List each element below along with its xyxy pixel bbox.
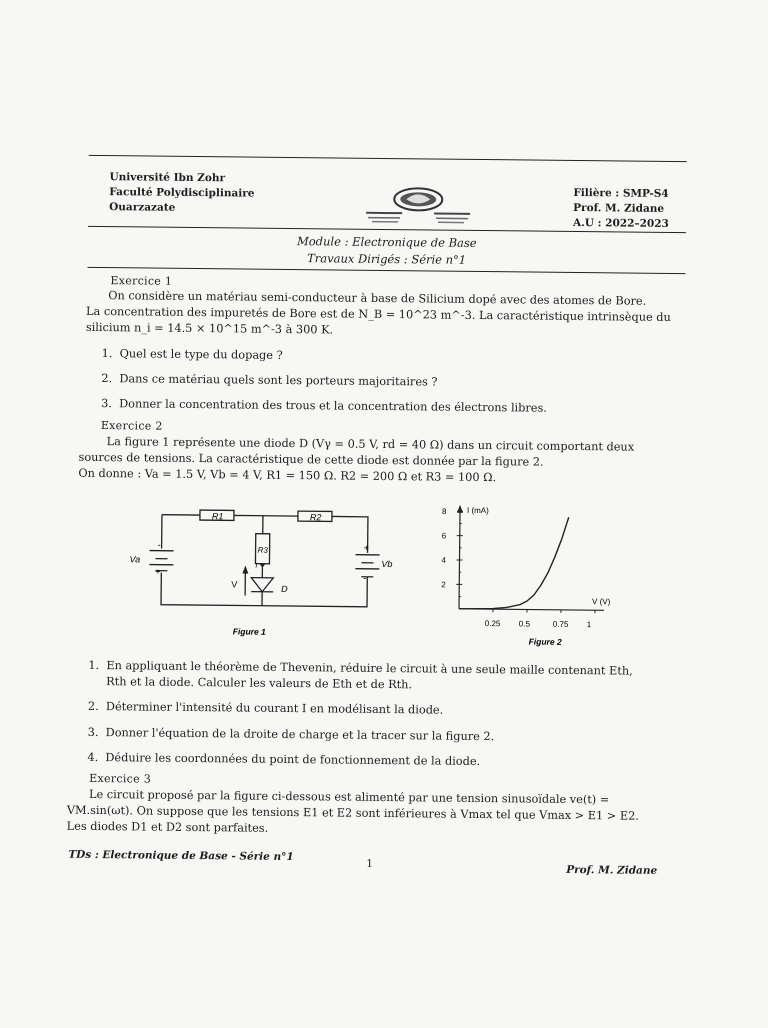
faculty-name: Faculté Polydisciplinaire [109,185,254,202]
ex2-question-3: 3. Donner l'équation de la droite de charge et la tracer sur la figure 2. [88,726,495,743]
figure-1-circuit [119,502,400,645]
ex3-line-2: VM.sin(ωt). On suppose que les tensions E1 et E2 sont inférieures à Vmax tel que Vmax > E1 > E2. [67,803,639,824]
x-tick-label: 0.75 [553,620,569,629]
ex1-line-3: silicium n_i = 14.5 × 10^15 m^-3 à 300 K. [86,320,333,338]
label-current-i: I [255,563,257,570]
y-tick-label: 2 [441,580,446,589]
exercise-2-title: Exercice 2 [101,419,163,433]
label-r2: R2 [310,512,322,522]
series-title: Travaux Dirigés : Série n°1 [3,247,768,272]
city-name: Ouarzazate [109,200,254,217]
y-tick-label: 4 [441,556,446,565]
figure-2-chart [424,500,626,652]
module-title: Module : Electronique de Base [3,230,768,255]
exercise-3-title: Exercice 3 [89,772,151,786]
footer-left: TDs : Electronique de Base - Série n°1 [68,849,293,863]
vb-minus: - [363,573,366,583]
footer-right: Prof. M. Zidane [566,864,657,877]
figure-2-caption: Figure 2 [529,637,562,647]
vb-plus: + [364,543,369,553]
ex1-line-2: La concentration des impuretés de Bore est de N_B = 10^23 m^-3. La caractéristique intrinsèque du [86,304,671,326]
professor: Prof. M. Zidane [573,201,669,217]
ex1-line-1: On considère un matériau semi-conducteur à base de Silicium dopé avec des atomes de Bore. [108,288,646,309]
ex2-question-4: 4. Déduire les coordonnées du point de fonctionnement de la diode. [87,751,480,768]
va-plus: + [155,567,160,577]
ex2-question-2: 2. Déterminer l'intensité du courant I en modélisant la diode. [88,700,443,717]
x-tick-label: 0.5 [519,619,531,628]
ex1-question-2: 2. Dans ce matériau quels sont les porteurs majoritaires ? [101,372,437,389]
university-logo-icon [358,185,478,226]
ex2-line-1: La figure 1 représente une diode D (Vγ = 0.5 V, rd = 40 Ω) dans un circuit comportant deux [107,434,635,455]
y-tick-label: 8 [442,507,447,516]
ex2-line-3: On donne : Va = 1.5 V, Vb = 4 V, R1 = 150 Ω. R2 = 200 Ω et R3 = 100 Ω. [78,466,496,486]
academic-year: A.U : 2022–2023 [573,216,669,232]
filiere: Filière : SMP-S4 [573,186,669,202]
label-v: V [231,579,237,589]
y-axis-label: I (mA) [467,506,489,515]
label-va: Va [129,554,140,564]
x-tick-label: 0.25 [485,619,501,628]
ex3-line-1: Le circuit proposé par la figure ci-dessous est alimenté par une tension sinusoïdale ve(t) = [89,787,609,808]
page-number: 1 [366,858,373,870]
figure-1-caption: Figure 1 [233,626,266,636]
university-name: Université Ibn Zohr [109,170,254,187]
ex2-question-1: 1. En appliquant le théorème de Thevenin, réduire le circuit à une seule maille contenant Eth, [88,659,633,678]
label-vb: Vb [381,559,392,569]
x-tick-label: 1 [587,620,592,629]
ex1-question-3: 3. Donner la concentration des trous et la concentration des électrons libres. [101,397,547,415]
exercise-1-title: Exercice 1 [110,274,172,288]
label-r3: R3 [258,546,269,555]
diode-characteristic-curve [459,516,569,610]
ex2-line-2: sources de tensions. La caractéristique de cette diode est donnée par la figure 2. [78,450,543,470]
ex3-line-3: Les diodes D1 et D2 sont parfaites. [67,819,269,837]
ex1-question-1: 1. Quel est le type du dopage ? [102,347,283,362]
header-left [109,170,255,217]
label-r1: R1 [212,511,224,521]
x-axis-label: V (V) [592,597,611,606]
header-top-rule [89,155,687,162]
ex2-question-1-cont: Rth et la diode. Calculer les valeurs de Eth et de Rth. [106,675,412,691]
va-minus: - [158,540,161,550]
y-tick-label: 6 [442,531,447,540]
header-right [573,186,669,232]
label-d: D [281,584,288,594]
